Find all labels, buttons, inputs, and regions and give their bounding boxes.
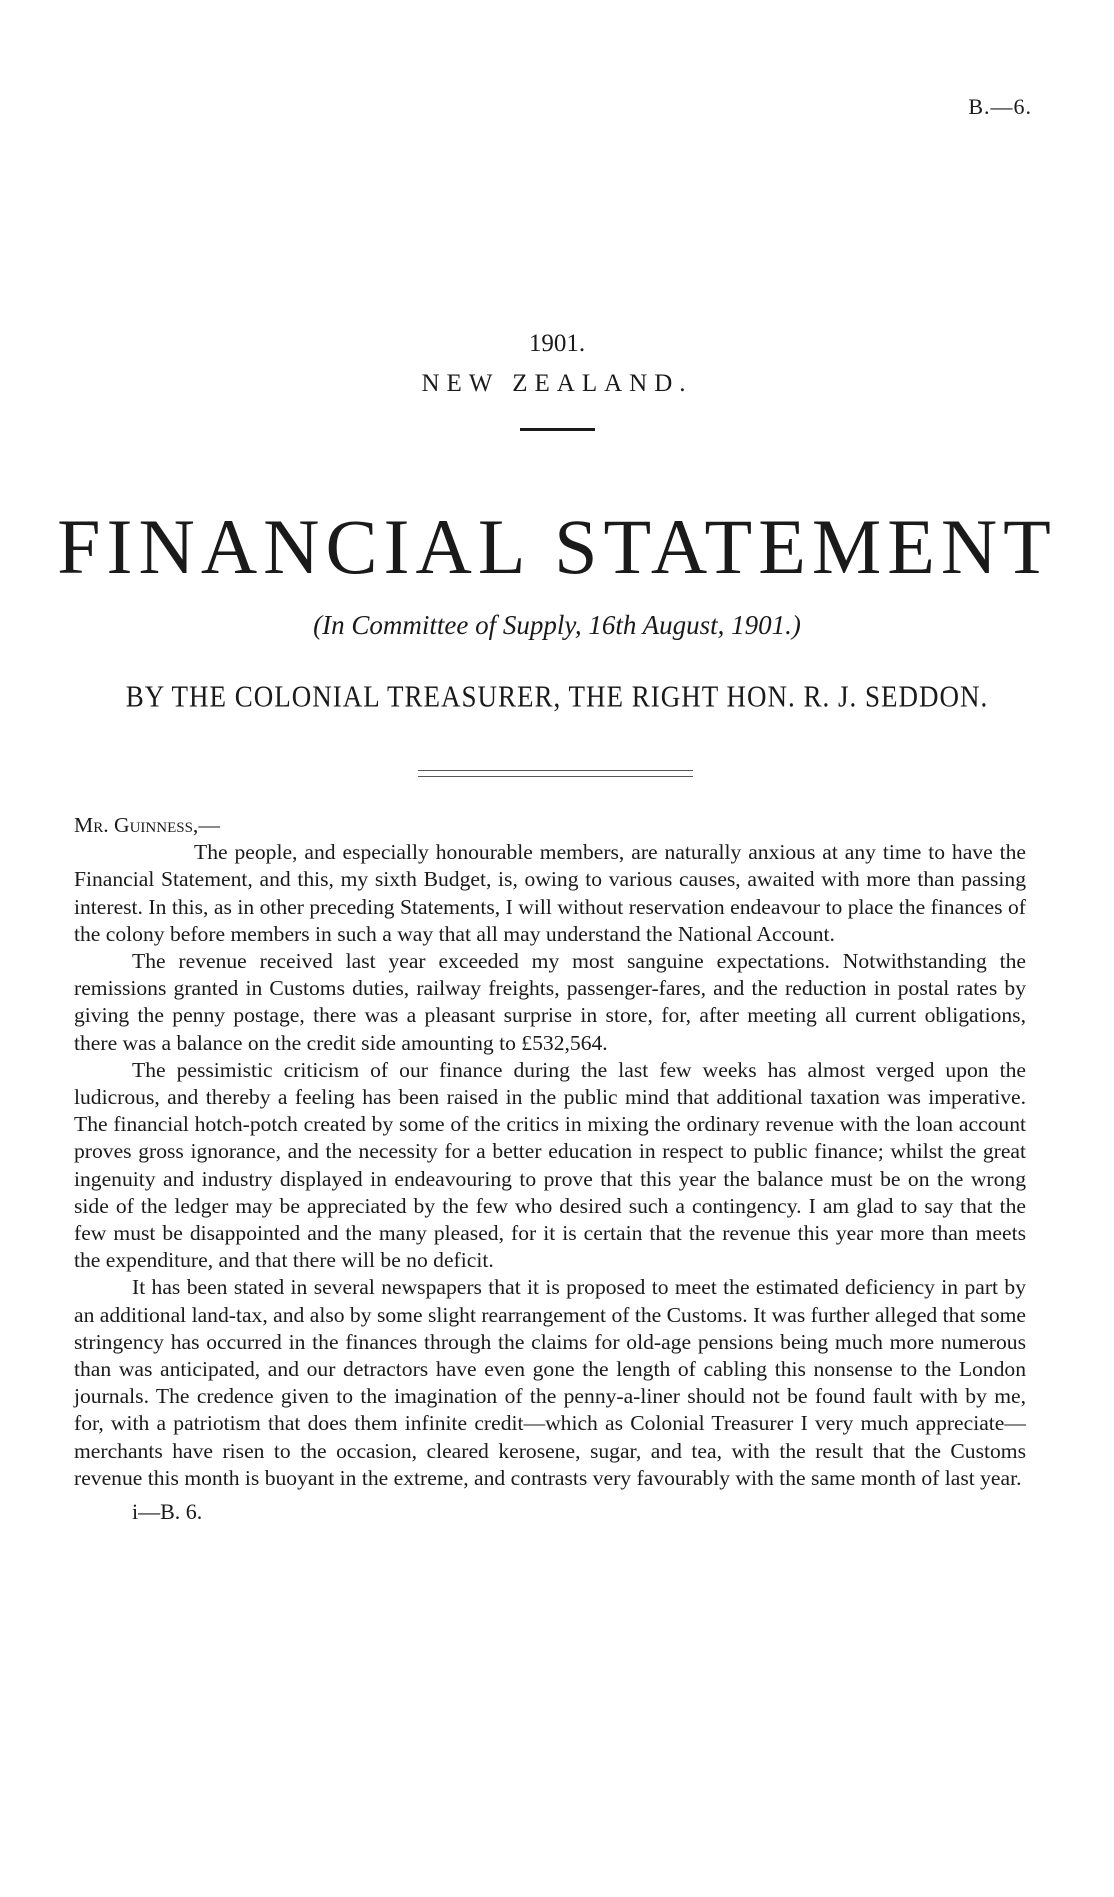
page-reference: B.—6.: [968, 94, 1032, 119]
document-title: FINANCIAL STATEMENT: [57, 503, 1057, 590]
document-subtitle: (In Committee of Supply, 16th August, 1901.): [313, 610, 801, 640]
paragraph: The revenue received last year exceeded my most sanguine expectations. Notwithstanding the remissions granted in Customs duties, railway freights, passenger-fares, and the reduction in postal rates by giving the penny postage, there was a pleasant surprise in store, for, after meeting all current obligations, there was a balance on the credit side amounting to £532,564.: [74, 949, 1026, 1055]
document-country: NEW ZEALAND.: [421, 370, 693, 397]
title-rule: [520, 428, 595, 431]
byline-rule: [418, 770, 693, 777]
paragraph: It has been stated in several newspapers that it is proposed to meet the estimated deficiency in part by an additional land-tax, and also by some slight rearrangement of the Customs. It was further alleged that some stringency has occurred in the finances through the claims for old-age pensions being much more numerous than was anticipated, and our detractors have even gone the length of cabling this nonsense to the London journals. The credence given to the imagination of the penny-a-liner should not be found fault with by me, for, with a patriotism that does them infinite credit—which as Colonial Treasurer I very much appreciate—merchants have risen to the occasion, cleared kerosene, sugar, and tea, with the result that the Customs revenue this month is buoyant in the extreme, and contrasts very favourably with the same month of last year.: [74, 1275, 1026, 1490]
document-year: 1901.: [528, 330, 586, 357]
body-text: [74, 812, 1026, 1525]
salutation: Mr. Guinness,—: [74, 813, 220, 837]
footer-reference: i—B. 6.: [132, 1499, 203, 1525]
paragraph: The pessimistic criticism of our finance during the last few weeks has almost verged upon the ludicrous, and thereby a feeling has been raised in the public mind that additional taxation was imperative. The financial hotch-potch created by some of the critics in mixing the ordinary revenue with the loan account proves gross ignorance, and the necessity for a better education in respect to public finance; whilst the great ingenuity and industry displayed in endeavouring to prove that this year the balance must be on the wrong side of the ledger may be appreciated by the few who desired such a contingency. I am glad to say that the few must be disappointed and the many pleased, for it is certain that the revenue this year more than meets the expenditure, and that there will be no deficit.: [74, 1057, 1026, 1273]
paragraph: The people, and especially honourable members, are naturally anxious at any time to have the Financial Statement, and this, my sixth Budget, is, owing to various causes, awaited with more than passing interest. In this, as in other preceding Statements, I will without reservation endeavour to place the finances of the colony before members in such a way that all may understand the National Account.: [74, 840, 1026, 946]
document-byline: BY THE COLONIAL TREASURER, THE RIGHT HON. R. J. SEDDON.: [125, 678, 989, 714]
